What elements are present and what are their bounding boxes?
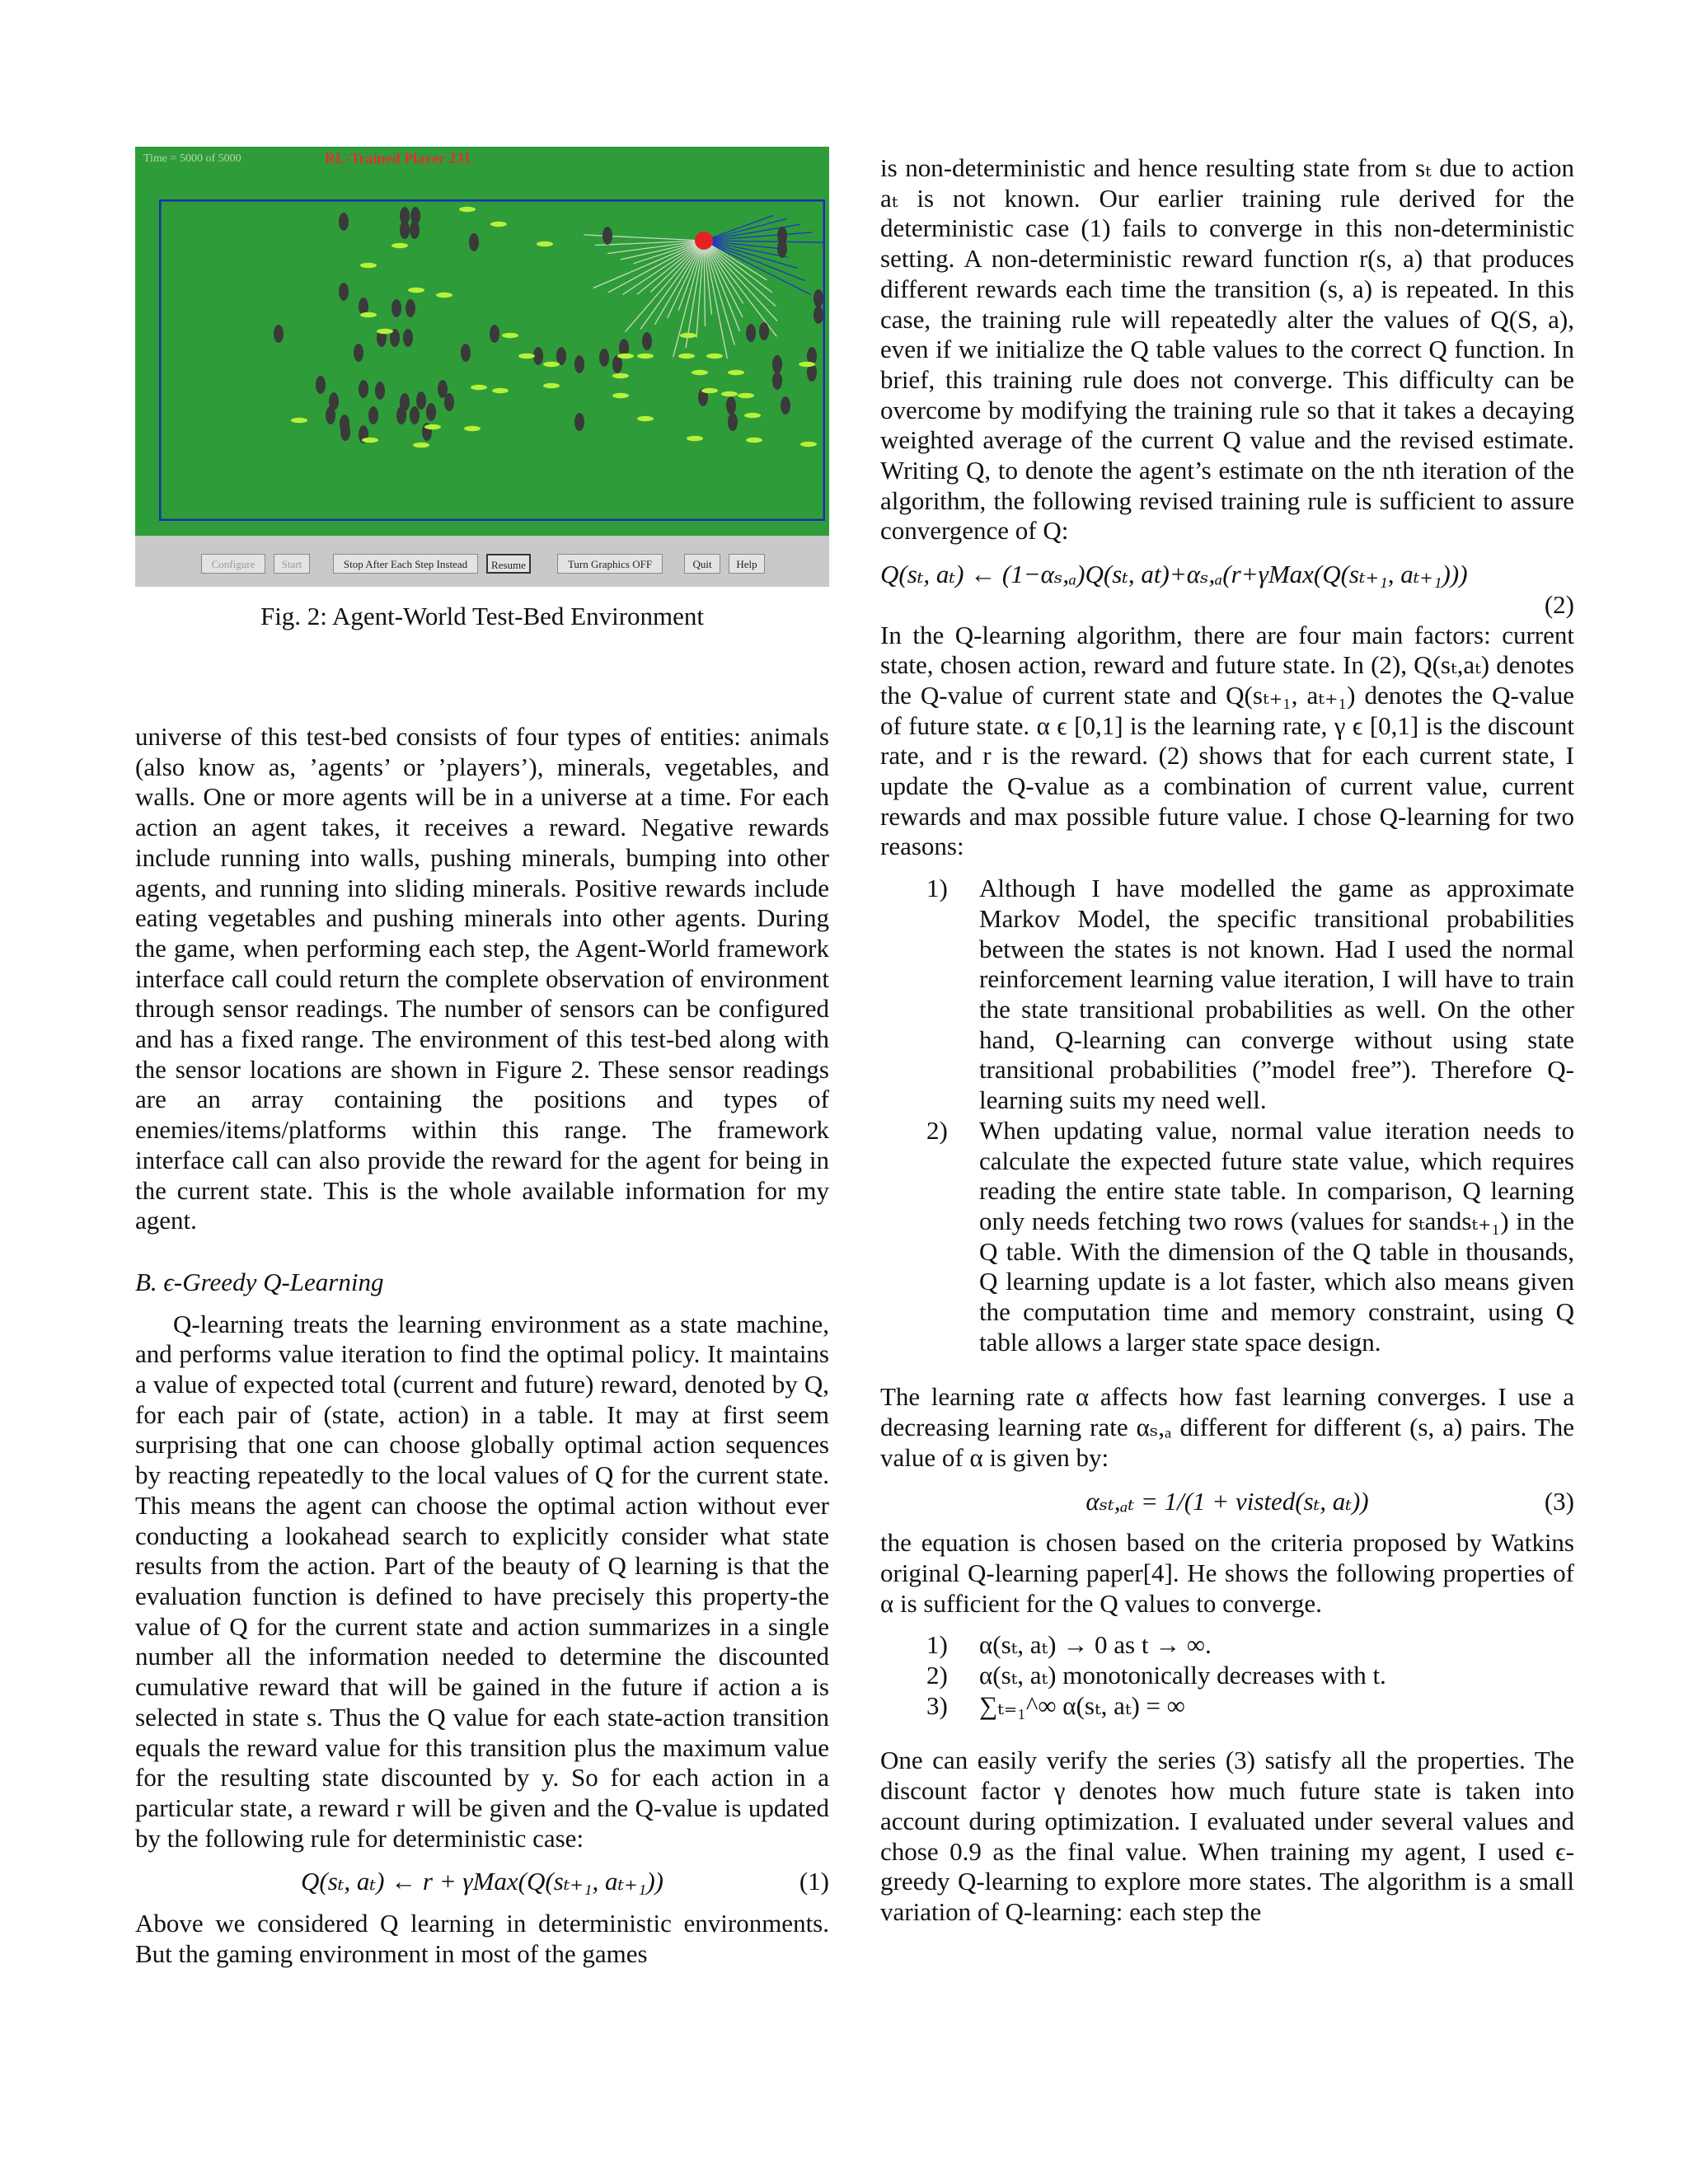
vegetable <box>799 362 815 367</box>
vegetable <box>377 329 393 334</box>
vegetable <box>637 416 654 421</box>
paragraph-four-factors: In the Q-learning algorithm, there are four main factors: current state, chosen action, reward and future state. In (2), Q(sₜ,aₜ) denotes the Q-value of current state and Q(sₜ₊₁, aₜ₊₁) denotes the Q-value of future state. α ϵ [0,1] is the learning rate, γ ϵ [0,1] is the discount rate, and r is the reward. (2) shows that for each current state, I update the Q-value as a combination of current value, current rewards and max possible future value. I chose Q-learning for two reasons: <box>880 620 1574 861</box>
mineral <box>426 403 436 421</box>
equation-1-number: (1) <box>799 1867 829 1896</box>
vegetable <box>413 443 429 448</box>
right-column <box>880 153 1574 1928</box>
paragraph-learning-rate: The learning rate α affects how fast learning converges. I use a decreasing learning rate αₛ,ₐ different for different (s, a) pairs. The value of α is given by: <box>880 1382 1574 1472</box>
reasons-list <box>880 874 1574 1357</box>
list-item: 1) Although I have modelled the game as approximate Markov Model, the specific transitional probabilities between the states is not known. Had I used the normal reinforcement learning value iteration, I will have to train the state transitional probabilities as well. On the other hand, Q-learning can converge without using state transitional probabilities (”model free”). Therefore Q-learning suits my need well. <box>926 874 1574 1115</box>
figure-caption: Fig. 2: Agent-World Test-Bed Environment <box>260 602 705 630</box>
equation-2-number: (2) <box>1544 589 1574 619</box>
left-column <box>135 147 829 1969</box>
vegetable <box>738 393 754 398</box>
mineral <box>274 325 284 343</box>
equation-1-formula: Q(sₜ, aₜ) ← r + γMax(Q(sₜ₊₁, aₜ₊₁)) <box>301 1867 663 1896</box>
mineral <box>556 347 566 365</box>
agent-world-scene <box>159 199 825 521</box>
mineral <box>354 344 363 362</box>
mineral <box>728 413 738 431</box>
list-item: 2) When updating value, normal value iteration needs to calculate the expected future state value, which requires reading the entire state table. In comparison, Q learning only needs fetching two rows (values for sₜandsₜ₊₁) in the Q table. With the dimension of the Q table in thousands, Q learning update is a lot faster, which also means given the computation time and memory constraint, using Q table allows a larger state space design. <box>926 1115 1574 1357</box>
list-item: 2) α(sₜ, aₜ) monotonically decreases with t. <box>926 1661 1386 1690</box>
vegetable <box>360 263 377 268</box>
figure-title-bar <box>135 147 829 173</box>
sensor-ray <box>650 241 704 293</box>
agent-player <box>695 232 713 250</box>
mineral <box>400 221 410 239</box>
paragraph-deterministic: Above we considered Q learning in deterministic environments. But the gaming environment in most of the games <box>135 1909 829 1968</box>
mineral <box>603 227 612 245</box>
vegetable <box>459 207 476 212</box>
mineral <box>326 406 335 424</box>
vegetable <box>543 362 560 367</box>
start-button[interactable]: Start <box>274 554 310 574</box>
vegetable <box>492 388 509 393</box>
mineral <box>339 283 349 301</box>
vegetable <box>291 418 307 423</box>
mineral <box>642 332 652 350</box>
vegetable <box>543 383 560 388</box>
vegetable <box>537 241 553 246</box>
stop-after-each-step-button[interactable]: Stop After Each Step Instead <box>333 554 478 574</box>
mineral <box>574 355 584 373</box>
vegetable <box>362 438 378 443</box>
vegetable <box>502 333 518 338</box>
mineral <box>410 406 420 424</box>
paragraph-watkins: the equation is chosen based on the criteria proposed by Watkins original Q-learning paper[4]. He shows the following properties of α is sufficient for the Q values to converge. <box>880 1528 1574 1618</box>
vegetable <box>518 354 535 359</box>
mineral <box>340 423 350 441</box>
resume-button[interactable]: Resume <box>486 554 531 574</box>
equation-3-formula: αₛₜ,ₐₜ = 1/(1 + visted(sₜ, aₜ)) <box>1085 1486 1369 1516</box>
sensor-ray <box>704 215 774 241</box>
list-item: 1) α(sₜ, aₜ) → 0 as t → ∞. <box>926 1630 1212 1660</box>
mineral <box>781 396 790 415</box>
mineral <box>403 329 413 347</box>
mineral <box>461 344 471 362</box>
vegetable <box>680 333 696 338</box>
vegetable <box>471 385 487 390</box>
mineral <box>726 396 736 415</box>
mineral <box>777 240 787 258</box>
mineral <box>772 355 782 373</box>
sensor-ray <box>584 235 704 241</box>
mineral <box>444 393 454 411</box>
equation-3 <box>880 1487 1574 1517</box>
paragraph-discount: One can easily verify the series (3) satisfy all the properties. The discount factor γ denotes how much future state is taken into account during optimization. I evaluated under several values and chose 0.9 as the final value. When training my agent, I used ϵ-greedy Q-learning to explore more states. The algorithm is a small variation of Q-learning: each step the <box>880 1746 1574 1926</box>
vegetable <box>721 391 738 396</box>
mineral <box>410 221 420 239</box>
quit-button[interactable]: Quit <box>684 554 720 574</box>
equation-1 <box>135 1867 829 1897</box>
world-wall-boundary <box>160 200 824 520</box>
mineral <box>339 213 349 231</box>
vegetable <box>464 426 481 431</box>
vegetable <box>612 373 629 378</box>
mineral <box>599 349 609 367</box>
vegetable <box>612 393 629 398</box>
vegetable <box>360 312 377 317</box>
vegetable <box>436 293 452 298</box>
vegetable <box>424 424 441 429</box>
turn-graphics-off-button[interactable]: Turn Graphics OFF <box>557 554 663 574</box>
sensor-ray <box>608 241 704 293</box>
mineral <box>396 406 406 424</box>
vegetable <box>617 354 634 359</box>
mineral <box>316 376 326 394</box>
equation-2 <box>880 560 1574 620</box>
vegetable <box>706 354 723 359</box>
mineral <box>392 299 401 317</box>
mineral <box>814 306 823 324</box>
mineral <box>368 406 378 424</box>
vegetable <box>746 438 762 443</box>
vegetable <box>408 288 424 293</box>
vegetable <box>490 222 507 227</box>
equation-2-formula: Q(sₜ, aₜ) ← (1−αₛ,ₐ)Q(sₜ, at)+αₛ,ₐ(r+γMax(Q(sₜ₊₁, aₜ₊₁))) <box>880 560 1468 589</box>
mineral <box>406 299 415 317</box>
vegetable <box>637 354 654 359</box>
vegetable <box>692 370 708 375</box>
mineral <box>772 372 782 390</box>
player-label: RL-Trained Player 231 <box>325 150 471 166</box>
list-item: 3) ∑ₜ₌₁^∞ α(sₜ, aₜ) = ∞ <box>926 1690 1185 1720</box>
section-heading: B. ϵ-Greedy Q-Learning <box>135 1267 384 1296</box>
vegetable <box>728 370 744 375</box>
vegetable <box>678 354 695 359</box>
time-label: Time = 5000 of 5000 <box>143 152 241 165</box>
paragraph-q-learning: Q-learning treats the learning environment as a state machine, and performs value iteration to find the optimal policy. It maintains a value of expected total (current and future) reward, denoted by Q, for each pair of (state, action) in a table. It may at first seem surprising that one can choose globally optimal action sequences by reacting repeatedly to the local values of Q for the current state. This means the agent can choose the optimal action without ever conducting a lookahead search to explicitly consider what state results from the action. Part of the beauty of Q learning is that the evaluation function is defined to have precisely this property-the value of Q for the current state and action summarizes in a single number all the information needed to determine the discounted cumulative reward that will be gained in the future if action a is selected in state s. Thus the Q value for each state-action transition equals the reward value for this transition plus the maximum value for the resulting state discounted by y. So for each action in a particular state, a reward r will be given and the Q-value is updated by the following rule for deterministic case: <box>135 1309 829 1853</box>
mineral <box>469 233 479 251</box>
vegetable <box>800 442 817 447</box>
configure-button[interactable]: Configure <box>201 554 265 574</box>
vegetable <box>687 436 703 441</box>
mineral <box>359 380 368 398</box>
properties-list <box>880 1630 1574 1721</box>
mineral <box>375 382 385 400</box>
mineral <box>759 322 769 340</box>
mineral <box>416 391 426 410</box>
mineral <box>574 413 584 431</box>
mineral <box>490 325 499 343</box>
vegetable <box>744 413 761 418</box>
paragraph-test-bed: universe of this test-bed consists of four types of entities: animals (also know as, ’agents’ or ’players’), minerals, vegetables, and walls. One or more agents will be in a universe at a time. For each action an agent takes, it receives a reward. Negative rewards include running into walls, pushing minerals, bumping into other agents, and running into sliding minerals. Positive rewards include eating vegetables and pushing minerals into other agents. During the game, when performing each step, the Agent-World framework interface call could return the complete observation of environment through sensor readings. The number of sensors can be configured and has a fixed range. The environment of this test-bed along with the sensor locations are shown in Figure 2. These sensor readings are an array containing the positions and types of enemies/items/platforms within this range. The framework interface call can also provide the reward for the agent for being in the current state. This is the whole available information for my agent. <box>135 722 829 1235</box>
mineral <box>814 289 823 307</box>
figure-button-bar <box>135 554 829 579</box>
mineral <box>746 324 756 342</box>
vegetable <box>701 388 718 393</box>
agent-world-figure <box>135 147 829 587</box>
help-button[interactable]: Help <box>729 554 765 574</box>
vegetable <box>392 243 408 248</box>
equation-3-number: (3) <box>1544 1486 1574 1516</box>
paragraph-non-deterministic: is non-deterministic and hence resulting state from sₜ due to action aₜ is not known. Our earlier training rule derived for the deterministic case (1) fails to converge in this non-deterministic setting. A non-deterministic reward function r(s, a) that produces different rewards each time the transition (s, a) is repeated. In this case, the training rule will repeatedly alter the values of Q(S, a), even if we initialize the Q table values to the correct Q function. In brief, this training rule does not converge. This difficulty can be overcome by modifying the training rule so that it takes a decaying weighted average of the current Q value and the revised estimate. Writing Q, to denote the agent’s estimate on the nth iteration of the algorithm, the following revised training rule is sufficient to assure convergence of Q: <box>880 153 1574 546</box>
